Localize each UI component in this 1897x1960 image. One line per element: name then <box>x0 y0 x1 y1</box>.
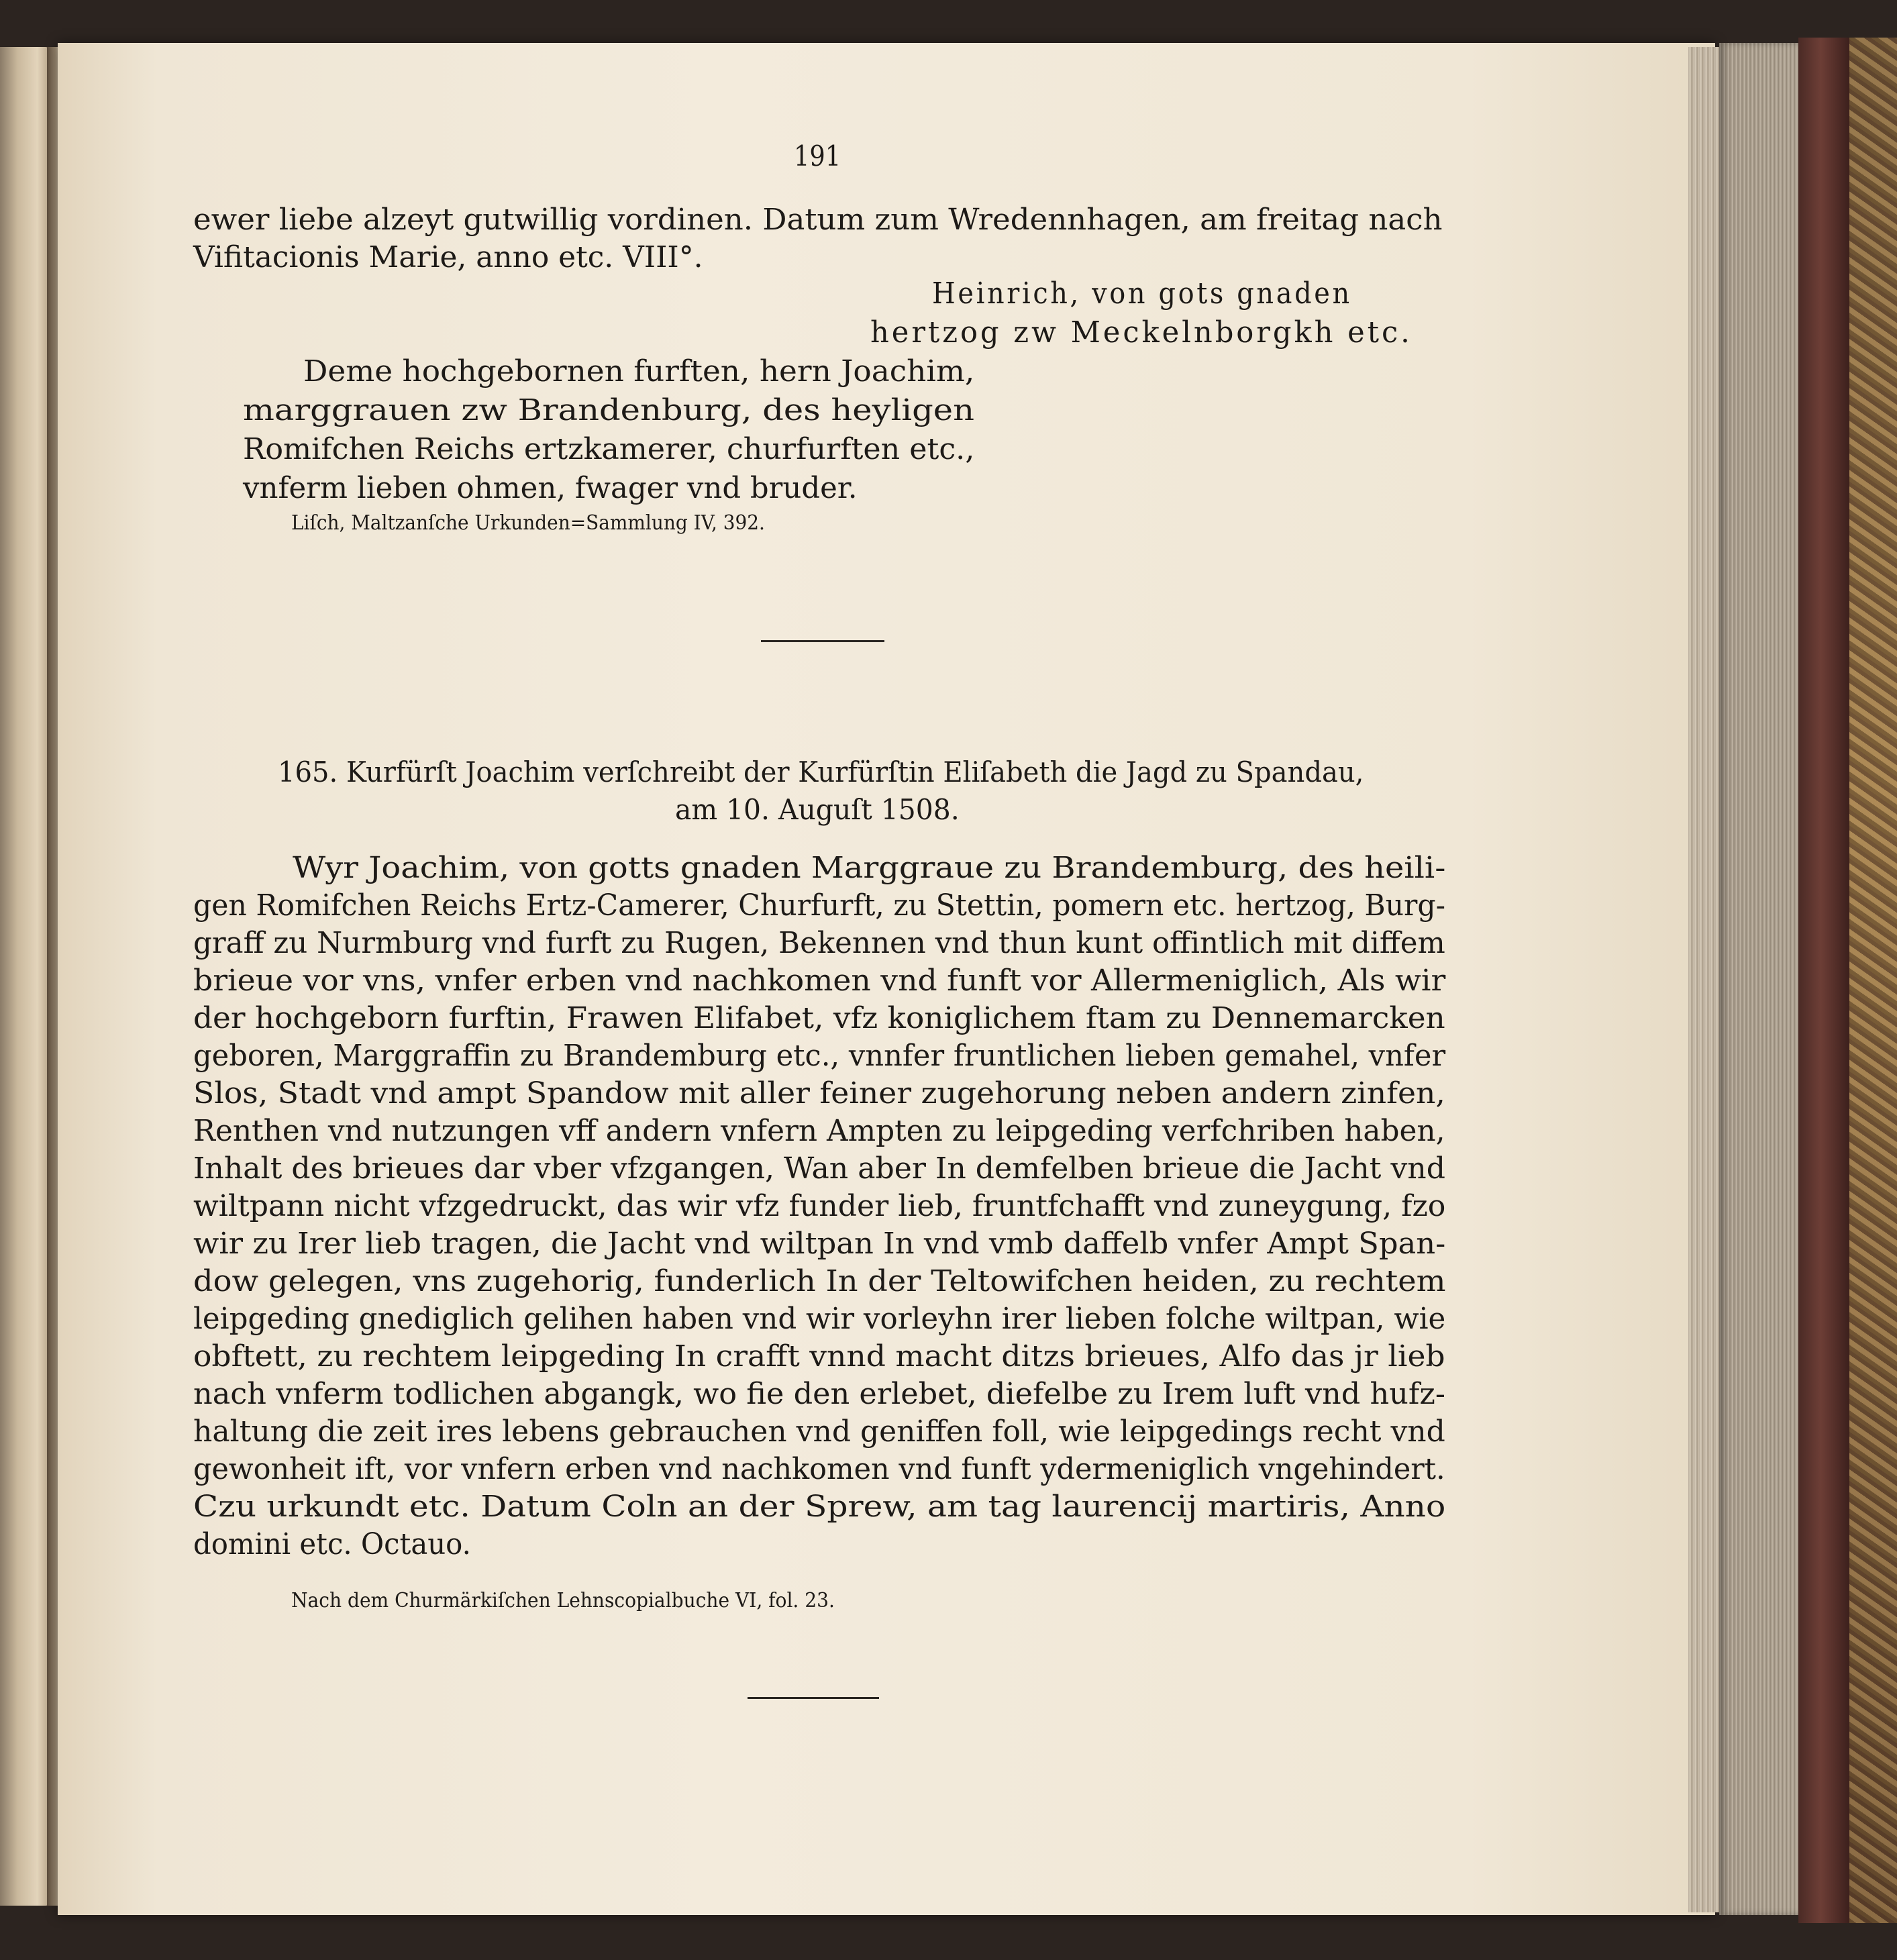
document-heading-line-2: am 10. Auguſt 1508. <box>675 793 960 826</box>
address-line-3: Romifchen Reichs ertzkamerer, churfurften etc., <box>243 432 975 466</box>
body-line: wir zu Irer lieb tragen, die Jacht vnd wiltpan In vnd vmb daffelb vnfer Ampt Span- <box>193 1227 1446 1261</box>
body-line: brieue vor vns, vnfer erben vnd nachkomen vnd funft vor Allermeniglich, Als wir <box>193 964 1446 998</box>
section-divider-bottom <box>748 1697 879 1699</box>
page-stack <box>1719 43 1800 1915</box>
body-line: gewonheit ift, vor vnfern erben vnd nachkomen vnd funft ydermeniglich vngehindert. <box>193 1452 1445 1486</box>
marbled-board <box>1849 38 1897 1923</box>
prev-doc-source: Liſch, Maltzanſche Urkunden=Sammlung IV, 392. <box>291 511 765 535</box>
body-line: geboren, Marggraffin zu Brandemburg etc., vnnfer fruntlichen lieben gemahel, vnfer <box>193 1039 1446 1073</box>
body-line: wiltpann nicht vfzgedruckt, das wir vfz funder lieb, fruntfchafft vnd zuneygung, fzo <box>193 1189 1446 1223</box>
body-line: obftett, zu rechtem leipgeding In crafft vnnd macht ditzs brieues, Alfo das jr lieb <box>193 1339 1445 1374</box>
document-heading-line-1: 165. Kurfürſt Joachim verſchreibt der Kurfürſtin Eliſabeth die Jagd zu Spandau, <box>278 756 1364 788</box>
body-line: nach vnferm todlichen abgangk, wo fie den erlebet, diefelbe zu Irem luft vnd hufz- <box>193 1377 1445 1411</box>
body-line: Renthen vnd nutzungen vff andern vnfern Ampten zu leipgeding verfchriben haben, <box>193 1114 1445 1148</box>
previous-page-edge <box>0 47 50 1906</box>
page-edges <box>1688 47 1721 1912</box>
body-line: Slos, Stadt vnd ampt Spandow mit aller feiner zugehorung neben andern zinfen, <box>193 1076 1445 1111</box>
body-line: leipgeding gnediglich gelihen haben vnd wir vorleyhn irer lieben folche wiltpan, wie <box>193 1302 1446 1336</box>
document-source: Nach dem Churmärkiſchen Lehnscopialbuche VI, fol. 23. <box>291 1589 835 1612</box>
body-line: der hochgeborn furftin, Frawen Elifabet, vfz koniglichem ftam zu Dennemarcken <box>193 1001 1445 1035</box>
address-line-4: vnferm lieben ohmen, fwager vnd bruder. <box>243 471 858 505</box>
body-line: graff zu Nurmburg vnd furft zu Rugen, Bekennen vnd thun kunt offintlich mit diffem <box>193 926 1445 960</box>
prev-doc-line-1: ewer liebe alzeyt gutwillig vordinen. Datum zum Wredennhagen, am freitag nach <box>193 203 1443 237</box>
signature-line-2: hertzog zw Meckelnborgkh etc. <box>870 315 1413 350</box>
body-line: haltung die zeit ires lebens gebrauchen vnd geniffen foll, wie leipgedings recht vnd <box>193 1414 1445 1449</box>
signature-line-1: Heinrich, von gots gnaden <box>932 276 1352 311</box>
address-line-1: Deme hochgebornen furften, hern Joachim, <box>303 354 975 389</box>
address-line-2: marggrauen zw Brandenburg, des heyligen <box>243 393 974 427</box>
body-line: gen Romifchen Reichs Ertz-Camerer, Churfurft, zu Stettin, pomern etc. hertzog, Burg- <box>193 888 1445 923</box>
page-number: 191 <box>794 140 841 172</box>
body-line: domini etc. Octauo. <box>193 1527 471 1561</box>
body-line: dow gelegen, vns zugehorig, funderlich In der Teltowifchen heiden, zu rechtem <box>193 1264 1446 1298</box>
body-line: Wyr Joachim, von gotts gnaden Marggraue zu Brandemburg, des heili- <box>293 851 1446 885</box>
body-line: Czu urkundt etc. Datum Coln an der Sprew, am tag laurencij martiris, Anno <box>193 1490 1446 1524</box>
prev-doc-line-2: Vifitacionis Marie, anno etc. VIII°. <box>193 240 703 274</box>
section-divider <box>761 640 884 642</box>
body-line: Inhalt des brieues dar vber vfzgangen, Wan aber In demfelben brieue die Jacht vnd <box>193 1151 1445 1186</box>
